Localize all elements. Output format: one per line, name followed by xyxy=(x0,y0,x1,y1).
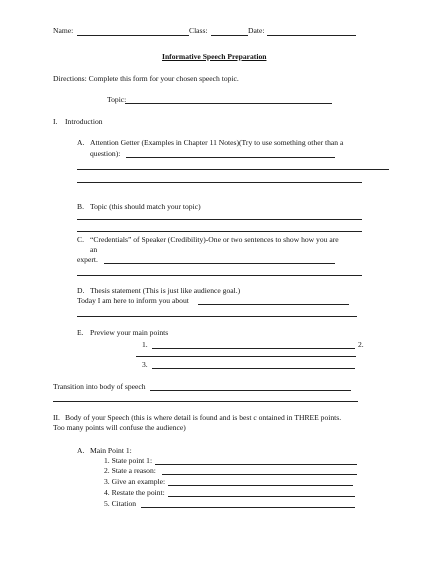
preview-point-number: 3. xyxy=(142,360,148,369)
main-point-item-label: 3. Give an example: xyxy=(104,477,166,486)
item-e-letter: E. xyxy=(77,328,84,337)
main-point-label: Main Point 1: xyxy=(90,446,132,455)
date-label: Date: xyxy=(248,26,265,35)
item-c-letter: C. xyxy=(77,235,84,244)
attention-getter-field[interactable] xyxy=(126,157,335,158)
preview-point-number: 1. xyxy=(142,340,148,349)
main-point-letter: A. xyxy=(77,446,85,455)
thesis-field[interactable] xyxy=(198,304,349,305)
preview-point-2-field[interactable] xyxy=(136,356,356,357)
attention-getter-line[interactable] xyxy=(77,182,362,183)
body-heading-line2: Too many points will confuse the audience) xyxy=(53,423,186,432)
citation-field[interactable] xyxy=(141,507,355,508)
credentials-line3: expert. xyxy=(77,255,98,264)
thesis-label: Thesis statement (This is just like audience goal.) xyxy=(90,286,241,295)
name-label: Name: xyxy=(53,26,74,35)
class-label: Class: xyxy=(189,26,208,35)
example-field[interactable] xyxy=(168,485,353,486)
class-field[interactable] xyxy=(211,35,248,36)
main-point-item-label: 1. State point 1: xyxy=(104,456,153,465)
preview-label: Preview your main points xyxy=(90,328,169,337)
state-point-field[interactable] xyxy=(155,464,357,465)
thesis-prompt: Today I am here to inform you about xyxy=(77,296,189,305)
main-point-item-label: 4. Restate the point: xyxy=(104,488,165,497)
preview-point-number: 2. xyxy=(358,340,364,349)
date-field[interactable] xyxy=(267,35,356,36)
thesis-line[interactable] xyxy=(77,316,357,317)
section-1-heading: Introduction xyxy=(65,117,103,126)
preview-point-3-field[interactable] xyxy=(152,368,355,369)
main-point-item-label: 5. Citation xyxy=(104,499,137,508)
body-heading-line1: Body of your Speech (this is where detail is found and is best c ontained in THREE points. xyxy=(65,413,342,422)
page-title: Informative Speech Preparation xyxy=(162,52,267,61)
credentials-line2: an xyxy=(90,245,98,254)
directions-text: Directions: Complete this form for your chosen speech topic. xyxy=(53,74,239,83)
section-1-numeral: I. xyxy=(53,117,58,126)
item-b-letter: B. xyxy=(77,202,84,211)
item-a-letter: A. xyxy=(77,138,85,147)
credentials-field[interactable] xyxy=(104,263,335,264)
name-field[interactable] xyxy=(77,35,189,36)
section-2-numeral: II. xyxy=(53,413,60,422)
transition-field[interactable] xyxy=(150,390,351,391)
credentials-line1: “Credentials” of Speaker (Credibility)-One or two sentences to show how you are xyxy=(90,235,339,244)
reason-field[interactable] xyxy=(162,474,357,475)
transition-label: Transition into body of speech xyxy=(53,382,146,391)
item-d-letter: D. xyxy=(77,286,85,295)
credentials-line[interactable] xyxy=(77,275,362,276)
preview-point-1-field[interactable] xyxy=(152,348,355,349)
main-point-item-label: 2. State a reason: xyxy=(104,466,156,475)
topic-statement-label: Topic (this should match your topic) xyxy=(90,202,201,211)
topic-field[interactable] xyxy=(125,103,332,104)
attention-getter-line2: question): xyxy=(90,149,121,158)
attention-getter-line1: Attention Getter (Examples in Chapter 11 Notes)(Try to use something other than a xyxy=(90,138,344,147)
restate-field[interactable] xyxy=(168,496,355,497)
topic-statement-line[interactable] xyxy=(77,219,362,220)
attention-getter-line[interactable] xyxy=(77,169,389,170)
topic-label: Topic: xyxy=(107,95,127,104)
topic-statement-line[interactable] xyxy=(77,231,362,232)
transition-line[interactable] xyxy=(53,401,358,402)
